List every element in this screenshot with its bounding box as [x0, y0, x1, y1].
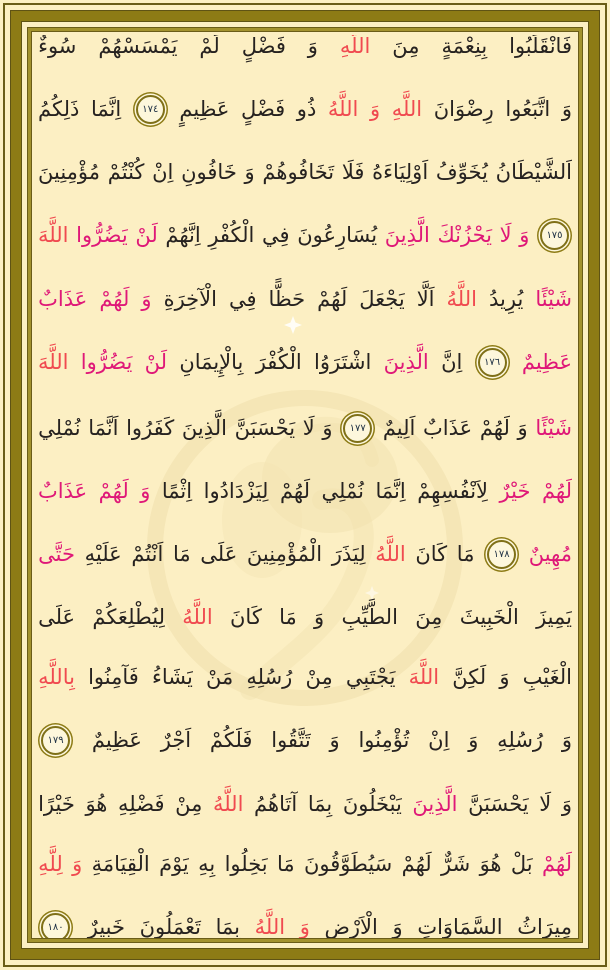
quran-word: لَهُمْ	[541, 478, 572, 503]
quran-word: لَا	[302, 415, 315, 440]
quran-word: عَظِيمٌ	[91, 728, 142, 753]
quran-word: يَجْعَلَ	[359, 286, 405, 311]
quran-word: اَلِيمٌ	[382, 415, 416, 440]
quran-word: مُهِينٌ	[528, 541, 572, 566]
verse-end-marker: ١٧٩	[41, 726, 70, 755]
quran-word: يَحْزُنْكَ	[437, 223, 492, 248]
quran-word: لَهُمْ	[99, 286, 130, 311]
quran-word: الْمُؤْمِنِينَ	[246, 541, 323, 566]
quran-word: لِيَذَرَ	[331, 541, 366, 566]
quran-word: لَا	[539, 791, 552, 816]
quran-word: مِنْ	[305, 665, 333, 690]
quran-word: كَفَرُوا	[126, 415, 175, 440]
quran-word: يَوْمَ	[159, 851, 189, 876]
quran-line	[38, 161, 572, 184]
quran-word: الْخَبِيثَ	[459, 605, 519, 630]
quran-word: يُسَارِعُونَ	[297, 223, 378, 248]
quran-word: وَ	[369, 97, 381, 122]
quran-word: بِاللَّهِ	[38, 665, 75, 690]
quran-word: وَ	[468, 728, 479, 753]
quran-line	[38, 221, 572, 250]
quran-word: مِنَ	[392, 35, 420, 58]
quran-word: مِنْ	[175, 791, 203, 816]
quran-word: بَلْ	[510, 851, 533, 876]
quran-word: وَ	[517, 415, 528, 440]
quran-word: مِيرَاثُ	[517, 914, 572, 939]
quran-word: فَانْقَلَبُوا	[509, 35, 572, 58]
quran-line	[38, 348, 572, 377]
quran-word: لَمْ	[199, 35, 220, 58]
quran-word: خَبِيرٌ	[87, 914, 125, 939]
quran-word: لَهُمْ	[541, 851, 572, 876]
quran-word: وَ	[72, 851, 83, 876]
quran-word: لِاَنْفُسِهِمْ	[417, 478, 489, 503]
quran-word: لَنْ	[144, 349, 168, 374]
verse-end-marker: ١٧٧	[343, 414, 372, 443]
quran-line	[38, 35, 572, 58]
quran-word: تَتَّقُوا	[271, 728, 311, 753]
quran-word: وَ	[519, 223, 530, 248]
quran-word: يَجْتَبِي	[345, 665, 396, 690]
quran-word: تَعْمَلُونَ	[139, 914, 201, 939]
quran-word: اللَّهُ	[375, 541, 406, 566]
quran-word: الْقِيَامَةِ	[91, 851, 150, 876]
quran-line	[38, 853, 572, 876]
quran-line	[38, 288, 572, 311]
quran-line	[38, 606, 572, 629]
quran-word: لَهُمْ	[317, 286, 348, 311]
quran-line	[38, 480, 572, 503]
quran-word: يَحْسَبَنَّ	[468, 791, 529, 816]
quran-word: خَيْرٌ	[499, 478, 531, 503]
quran-word: اللَّهَ	[38, 223, 69, 248]
quran-word: اللَّهُ	[254, 914, 286, 939]
quran-word: فَلَكُمْ	[209, 728, 253, 753]
quran-word: الْكُفْرَ	[255, 349, 302, 374]
quran-word: عَلَى	[38, 605, 76, 630]
quran-word: وَ	[314, 605, 325, 630]
quran-word: اللَّهَ	[408, 665, 440, 690]
quran-line	[38, 913, 572, 942]
quran-word: اشْتَرَوُا	[314, 349, 372, 374]
quran-word: اِنَّمَا	[90, 97, 122, 122]
quran-word: لَنْ	[135, 223, 158, 248]
quran-word: السَّمَاوَاتِ	[417, 914, 503, 939]
quran-word: يَمِيزَ	[536, 605, 572, 630]
quran-word: مِنَ	[415, 605, 443, 630]
quran-word: كُنْتُمْ	[107, 160, 145, 185]
quran-word: اَنَّمَا	[88, 415, 119, 440]
quran-word: الْاَرْضِ	[324, 914, 378, 939]
quran-line	[38, 666, 572, 689]
quran-word: بِمَا	[215, 914, 240, 939]
quran-word: وَ	[561, 97, 572, 122]
quran-word: اَوْلِيَاءَهُ	[372, 160, 429, 185]
quran-word: حَظًّا	[268, 286, 306, 311]
quran-word: وَ	[244, 160, 255, 185]
quran-word: الطَّيِّبِ	[341, 605, 398, 630]
quran-word: يَمْسَسْهُمْ	[98, 35, 178, 58]
quran-line	[38, 95, 572, 124]
quran-word: وَ	[392, 914, 403, 939]
quran-word: لِلَّهِ	[38, 851, 63, 876]
quran-word: شَرٌّ	[441, 851, 471, 876]
quran-line	[38, 793, 572, 816]
quran-word: خَيْرًا	[38, 791, 75, 816]
quran-word: مَا	[279, 605, 297, 630]
quran-word: فِي	[228, 286, 257, 311]
quran-word: عَلَى	[200, 541, 238, 566]
quran-word: بِمَا	[307, 791, 333, 816]
quran-word: مَنْ	[205, 665, 234, 690]
quran-word: بِهِ	[198, 851, 216, 876]
quran-word: اِنْ	[152, 160, 174, 185]
quran-word: لَهُمْ	[279, 478, 311, 503]
quran-word: رِضْوَانَ	[433, 97, 494, 122]
quran-word: وَ	[499, 665, 510, 690]
quran-word: سَيُطَوَّقُونَ	[303, 851, 393, 876]
quran-word: تُؤْمِنُوا	[358, 728, 410, 753]
quran-word: هُوَ	[479, 851, 502, 876]
quran-word: اللَّهِ	[391, 97, 423, 122]
quran-word: شَيْئًا	[535, 415, 572, 440]
quran-word: يَحْسَبَنَّ	[234, 415, 296, 440]
quran-word: حَتَّى	[38, 541, 75, 566]
quran-word: اللَّهَ	[38, 349, 69, 374]
quran-word: رُسُلِهِ	[246, 665, 293, 690]
quran-word: لَهُمْ	[98, 478, 129, 503]
quran-word: بِالْإِيمَانِ	[179, 349, 244, 374]
verse-end-marker: ١٨٠	[41, 913, 70, 942]
quran-word: اَلشَّيْطَانُ	[495, 160, 572, 185]
quran-word: اَجْرٌ	[160, 728, 192, 753]
quran-word: الَّذِينَ	[384, 223, 430, 248]
quran-word: فَآمِنُوا	[88, 665, 139, 690]
quran-line	[38, 540, 572, 569]
quran-word: وَ	[561, 728, 572, 753]
quran-word: اِنْ	[428, 728, 450, 753]
quran-word: سُوءٌ	[38, 35, 77, 58]
quran-word: شَيْئًا	[535, 286, 572, 311]
quran-word: اتَّبَعُوا	[505, 97, 551, 122]
quran-word: مُؤْمِنِينَ	[38, 160, 101, 185]
quran-word: اللَّهُ	[182, 605, 213, 630]
quran-word: خَافُونِ	[181, 160, 237, 185]
quran-word: لِيُطْلِعَكُمْ	[92, 605, 165, 630]
quran-word: الْآخِرَةِ	[163, 286, 217, 311]
quran-word: بَخِلُوا	[224, 851, 268, 876]
verse-end-marker: ١٧٥	[540, 221, 569, 250]
quran-word: نُمْلِي	[38, 415, 81, 440]
quran-word: اللَّهِ	[339, 35, 371, 58]
quran-word: بِنِعْمَةٍ	[441, 35, 488, 58]
quran-word: وَ	[322, 415, 333, 440]
verse-end-marker: ١٧٨	[487, 540, 516, 569]
quran-word: لَكِنَّ	[452, 665, 487, 690]
quran-word: مَا	[276, 851, 295, 876]
quran-word: اِنَّهُمْ	[165, 223, 201, 248]
quran-word: لِيَزْدَادُوا	[203, 478, 269, 503]
quran-word: وَ	[561, 791, 572, 816]
quran-word: مَا	[172, 541, 191, 566]
quran-word: عَذَابٌ	[38, 478, 88, 503]
quran-word: اَنْتُمْ	[131, 541, 164, 566]
quran-line	[38, 726, 572, 755]
quran-word: اللَّهُ	[212, 791, 244, 816]
quran-word: لَهُمْ	[401, 851, 432, 876]
quran-word: وَ	[307, 35, 318, 58]
quran-word: يَضُرُّوا	[76, 223, 128, 248]
quran-word: يُخَوِّفُ	[435, 160, 488, 185]
quran-word: يَشَاءُ	[151, 665, 193, 690]
quran-word: آتَاهُمُ	[254, 791, 298, 816]
quran-word: اِنَّمَا	[375, 478, 406, 503]
quran-word: لَا	[499, 223, 512, 248]
quran-word: اِنَّ	[441, 349, 463, 374]
quran-word: الَّذِينَ	[383, 349, 429, 374]
quran-word: يُرِيدُ	[489, 286, 524, 311]
verse-end-marker: ١٧٦	[478, 348, 507, 377]
quran-word: يَضُرُّوا	[80, 349, 133, 374]
quran-word: فَضْلٍ	[241, 35, 286, 58]
quran-word: ذُو	[296, 97, 317, 122]
quran-word: الَّذِينَ	[181, 415, 228, 440]
quran-word: وَ	[329, 728, 340, 753]
quran-word: فَضْلِهِ	[118, 791, 165, 816]
verse-end-marker: ١٧٤	[136, 95, 165, 124]
quran-word: هُوَ	[85, 791, 108, 816]
quran-word: كَانَ	[230, 605, 262, 630]
quran-word: رُسُلِهِ	[497, 728, 544, 753]
quran-line	[38, 414, 572, 443]
quran-word: يَبْخَلُونَ	[342, 791, 402, 816]
quran-word: عَلَيْهِ	[84, 541, 122, 566]
quran-word: لَهُمْ	[479, 415, 510, 440]
quran-word: اللَّهُ	[327, 97, 359, 122]
quran-word: مَا	[456, 541, 475, 566]
quran-word: اَلَّا	[416, 286, 435, 311]
quran-word: وَ	[299, 914, 310, 939]
quran-word: فَضْلٍ	[241, 97, 286, 122]
quran-word: فِي	[262, 223, 290, 248]
quran-word: الْكُفْرِ	[208, 223, 255, 248]
quran-word: الْغَيْبِ	[522, 665, 572, 690]
quran-word: عَظِيمٌ	[521, 349, 572, 374]
quran-word: فَلَا	[341, 160, 365, 185]
quran-word: وَ	[141, 286, 152, 311]
quran-word: تَخَافُوهُمْ	[262, 160, 335, 185]
quran-word: عَظِيمٍ	[179, 97, 230, 122]
text-area	[38, 35, 572, 942]
quran-word: عَذَابٌ	[423, 415, 473, 440]
quran-word: اللَّهُ	[446, 286, 477, 311]
quran-word: نُمْلِي	[321, 478, 364, 503]
quran-word: وَ	[140, 478, 151, 503]
quran-word: عَذَابٌ	[38, 286, 88, 311]
quran-word: ذَلِكُمُ	[38, 97, 80, 122]
quran-word: كَانَ	[415, 541, 448, 566]
quran-word: اِثْمًا	[161, 478, 193, 503]
quran-word: الَّذِينَ	[412, 791, 458, 816]
